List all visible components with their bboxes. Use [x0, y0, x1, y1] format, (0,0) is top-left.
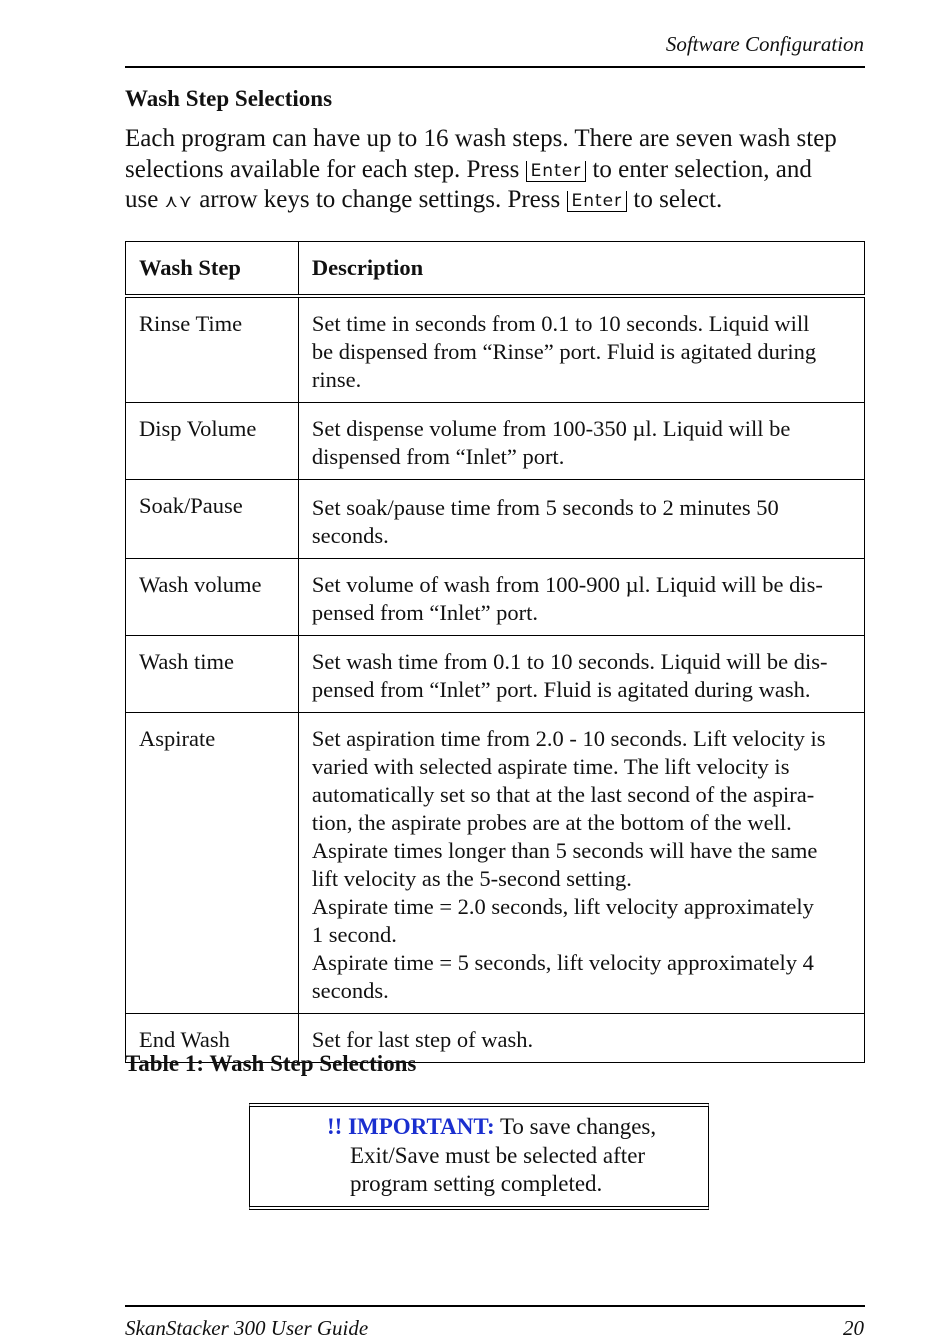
table-caption: Table 1: Wash Step Selections	[125, 1051, 417, 1076]
table-row	[126, 713, 865, 1014]
table-row	[126, 636, 865, 713]
wash-step-description: Set wash time from 0.1 to 10 seconds. Liquid will be dis- pensed from “Inlet” port. Fluid is agitated during wash.	[298, 636, 864, 713]
intro-paragraph	[125, 124, 865, 218]
arrow-keys-icon: ⋏⋎	[164, 191, 193, 212]
important-label: !! IMPORTANT:	[327, 1114, 495, 1139]
note-line-3: program setting completed.	[350, 1171, 603, 1196]
wash-step-description: Set soak/pause time from 5 seconds to 2 minutes 50 seconds.	[298, 480, 864, 559]
section-heading: Wash Step Selections	[125, 86, 333, 111]
wash-step-description: Set for last step of wash.	[298, 1014, 864, 1063]
important-note-text	[327, 1113, 687, 1199]
table-row	[126, 296, 865, 403]
intro-line-3c: to select.	[633, 186, 723, 213]
table-header-row	[126, 242, 865, 297]
wash-step-name: Wash time	[126, 636, 299, 713]
header-rule	[125, 66, 865, 68]
wash-step-description: Set volume of wash from 100-900 µl. Liquid will be dis- pensed from “Inlet” port.	[298, 559, 864, 636]
wash-step-description: Set time in seconds from 0.1 to 10 seconds. Liquid will be dispensed from “Rinse” port. Fluid is agitated during rinse.	[298, 296, 864, 403]
intro-line-3a: use	[125, 186, 159, 213]
page-number: 20	[843, 1316, 864, 1340]
wash-step-name: Aspirate	[126, 713, 299, 1014]
wash-step-name: Rinse Time	[126, 296, 299, 403]
footer-guide-title: SkanStacker 300 User Guide	[125, 1316, 369, 1340]
wash-step-name: Disp Volume	[126, 403, 299, 480]
wash-step-description: Set dispense volume from 100-350 µl. Liquid will be dispensed from “Inlet” port.	[298, 403, 864, 480]
table-row	[126, 480, 865, 559]
page-header-title: Software Configuration	[665, 32, 864, 56]
intro-line-1: Each program can have up to 16 wash steps. There are seven wash step	[125, 125, 837, 152]
intro-line-2b: to enter selection, and	[592, 155, 812, 183]
wash-step-table	[125, 241, 865, 1063]
wash-step-name: End Wash	[126, 1014, 299, 1063]
wash-step-name: Soak/Pause	[126, 480, 299, 559]
note-line-2: Exit/Save must be selected after	[350, 1142, 646, 1168]
wash-step-name: Wash volume	[126, 559, 299, 636]
wash-step-description: Set aspiration time from 2.0 - 10 seconds. Lift velocity is varied with selected aspirate time. The lift velocity is automatically set so that at the last second of the aspira- tion, the aspirate probes are at the bottom of the well. Aspirate times longer than 5 seconds will have the same lift velocity as the 5-second setting. Aspirate time = 2.0 seconds, lift velocity approximately 1 second. Aspirate time = 5 seconds, lift velocity approximately 4 seconds.	[298, 713, 864, 1014]
table-row	[126, 559, 865, 636]
table-row	[126, 403, 865, 480]
enter-key-glyph: Enter	[567, 191, 628, 212]
enter-key-glyph: Enter	[526, 161, 587, 182]
intro-line-3b: arrow keys to change settings. Press	[199, 186, 561, 213]
footer-rule	[125, 1305, 865, 1307]
column-header-wash-step: Wash Step	[126, 242, 299, 297]
column-header-description: Description	[298, 242, 864, 297]
intro-line-2a: selections available for each step. Press	[125, 155, 520, 183]
note-line-1: To save changes,	[499, 1114, 657, 1139]
